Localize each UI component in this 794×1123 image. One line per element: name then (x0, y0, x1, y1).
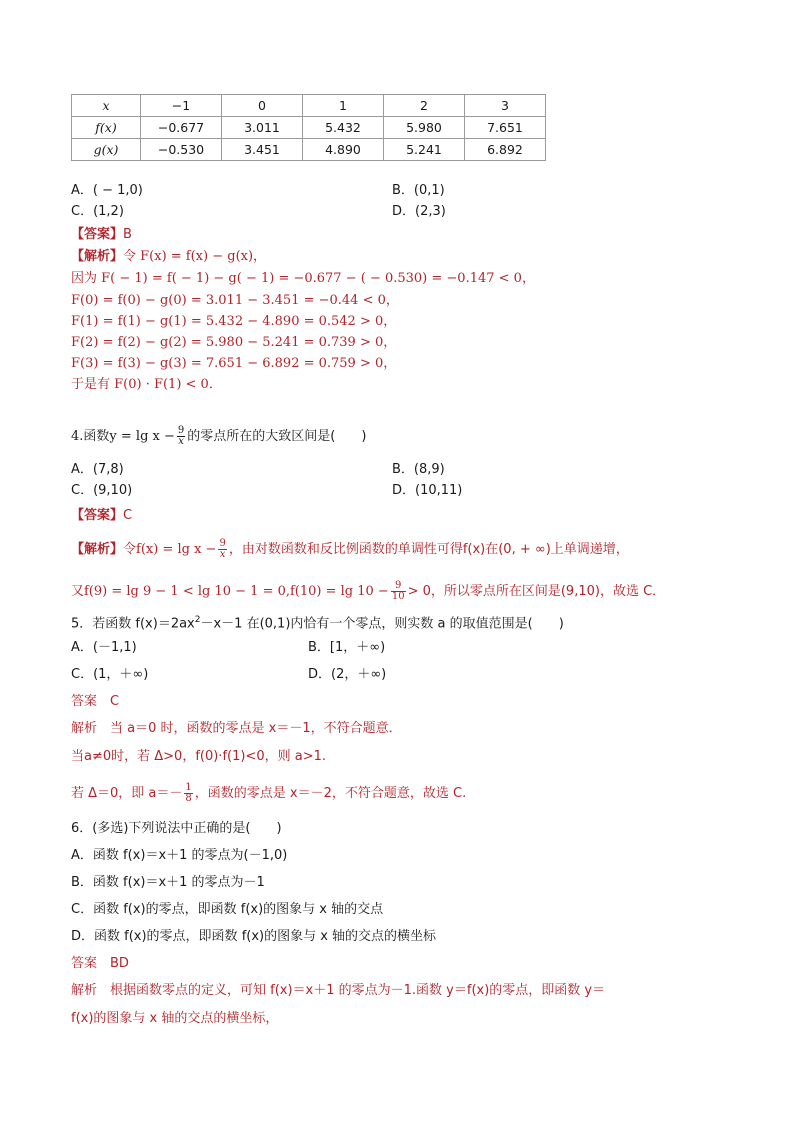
answer-value: B (123, 227, 132, 242)
q3-analysis-7: 于是有 F(0) · F(1) < 0． (71, 377, 222, 392)
table-cell: 0 (222, 95, 303, 117)
table-cell: 1 (303, 95, 384, 117)
q4-option-a: A．(7,8) (71, 462, 124, 477)
q3-analysis-2: 因为 F( − 1) = f( − 1) − g( − 1) = −0.677 − ( − 0.530) = −0.147 < 0， (71, 271, 535, 286)
q4-option-c: C．(9,10) (71, 483, 133, 498)
fraction-numerator: 1 (185, 782, 192, 793)
q5-stem-part-b: －x－1 在(0,1)内恰有一个零点，则实数 a 的取值范围是( ) (200, 616, 564, 632)
q4-analysis-1 (71, 539, 629, 560)
q5-analysis-1 (71, 719, 402, 739)
fraction-denominator: x (178, 436, 184, 447)
analysis-part-a: 又f(9) = lg 9 − 1 < lg 10 − 1 = 0,f(10) = lg 10 − (71, 584, 389, 599)
table-cell: 4.890 (303, 139, 384, 161)
analysis-text: 当 a＝0 时，函数的零点是 x＝－1，不符合题意． (110, 721, 402, 736)
table-cell: 5.980 (384, 117, 465, 139)
q5-stem (71, 610, 564, 634)
q3-analysis-4: F(1) = f(1) − g(1) = 5.432 − 4.890 = 0.542 > 0， (71, 314, 397, 329)
table-row (72, 139, 546, 161)
q4-option-b: B．(8,9) (392, 462, 445, 477)
q5-analysis-2: 当a≠0时，若 Δ>0，f(0)·f(1)<0，则 a>1. (71, 749, 326, 764)
analysis-fraction (184, 783, 192, 804)
analysis-part-a: 若 Δ＝0，即 a＝－ (71, 786, 183, 801)
q4-answer (71, 506, 132, 526)
analysis-part-a: 令f(x) = lg x − (123, 542, 217, 557)
fraction-denominator: 10 (391, 591, 405, 602)
table-cell: 5.432 (303, 117, 384, 139)
analysis-part-b: > 0，所以零点所在区间是(9,10)，故选 C． (407, 584, 666, 599)
table-cell: 3 (465, 95, 546, 117)
table-cell: 7.651 (465, 117, 546, 139)
q5-option-a: A．(－1,1) (71, 640, 137, 655)
superscript: 2 (194, 615, 201, 625)
fraction-denominator: 8 (185, 793, 192, 804)
fraction-numerator: 9 (219, 538, 226, 549)
fraction-denominator: x (219, 549, 226, 560)
q6-option-d: D．函数 f(x)的零点，即函数 f(x)的图象与 x 轴的交点的横坐标 (71, 929, 437, 944)
table-row-header: f(x) (72, 117, 141, 139)
analysis-text: 令 F(x) = f(x) − g(x)， (123, 249, 267, 264)
q5-option-c: C．(1，＋∞) (71, 667, 149, 682)
q4-option-d: D．(10,11) (392, 483, 463, 498)
table-cell: −0.530 (141, 139, 222, 161)
q3-option-b: B．(0,1) (392, 183, 445, 198)
q6-stem: 6．(多选)下列说法中正确的是( ) (71, 821, 282, 836)
table-cell: 5.241 (384, 139, 465, 161)
q3-option-c: C．(1,2) (71, 204, 124, 219)
answer-tag: 【答案】 (71, 227, 124, 242)
table-row (72, 117, 546, 139)
fraction-numerator: 9 (177, 425, 185, 436)
table-row-header: g(x) (72, 139, 141, 161)
table-cell: 3.011 (222, 117, 303, 139)
table-cell: −1 (141, 95, 222, 117)
analysis-tag: 【解析】 (71, 249, 124, 264)
q3-answer (71, 225, 132, 245)
analysis-fraction (391, 581, 406, 602)
table-cell: −0.677 (141, 117, 222, 139)
q3-analysis-3: F(0) = f(0) − g(0) = 3.011 − 3.451 = −0.44 < 0， (71, 293, 399, 308)
analysis-part-b: ，由对数函数和反比例函数的单调性可得f(x)在(0, + ∞)上单调递增， (228, 542, 629, 557)
analysis-part-b: ，函数的零点是 x＝－2，不符合题意，故选 C. (194, 786, 467, 801)
q3-option-a: A．( − 1,0) (71, 183, 143, 198)
table-row (72, 95, 546, 117)
analysis-fraction (218, 539, 226, 560)
q6-option-a: A．函数 f(x)＝x＋1 的零点为(－1,0) (71, 848, 288, 863)
q6-analysis-2: f(x)的图象与 x 轴的交点的横坐标， (71, 1011, 279, 1026)
q4-stem-fraction (177, 426, 185, 447)
q3-analysis-5: F(2) = f(2) − g(2) = 5.980 − 5.241 = 0.739 > 0， (71, 335, 397, 350)
q5-option-d: D．(2，＋∞) (308, 667, 387, 682)
answer-tag: 【答案】 (71, 508, 124, 523)
q6-analysis-1: 解析 根据函数零点的定义，可知 f(x)＝x＋1 的零点为－1.函数 y＝f(x)的零点，即函数 y＝ (71, 983, 606, 998)
table-row-header: x (72, 95, 141, 117)
q4-stem (71, 426, 366, 447)
q5-stem-part-a: 5．若函数 f(x)＝2ax (71, 616, 195, 632)
fraction-numerator: 9 (391, 581, 406, 592)
analysis-tag: 解析 (71, 721, 111, 736)
q3-analysis-1 (71, 247, 266, 267)
q4-stem-part-a: 4.函数y = lg x − (71, 429, 175, 444)
q4-analysis-2 (71, 581, 665, 602)
analysis-tag: 【解析】 (71, 542, 124, 557)
answer-value: C (123, 508, 133, 523)
q5-answer: 答案 C (71, 694, 120, 709)
values-table (71, 94, 546, 161)
q5-option-b: B．[1，＋∞) (308, 640, 386, 655)
table-cell: 3.451 (222, 139, 303, 161)
table-cell: 6.892 (465, 139, 546, 161)
q6-answer: 答案 BD (71, 956, 129, 971)
q3-analysis-6: F(3) = f(3) − g(3) = 7.651 − 6.892 = 0.759 > 0， (71, 356, 397, 371)
q4-stem-part-b: 的零点所在的大致区间是( ) (187, 429, 367, 444)
table-cell: 2 (384, 95, 465, 117)
q6-option-b: B．函数 f(x)＝x＋1 的零点为－1 (71, 875, 265, 890)
q6-option-c: C．函数 f(x)的零点，即函数 f(x)的图象与 x 轴的交点 (71, 902, 384, 917)
q5-analysis-3 (71, 783, 466, 804)
q3-option-d: D．(2,3) (392, 204, 446, 219)
